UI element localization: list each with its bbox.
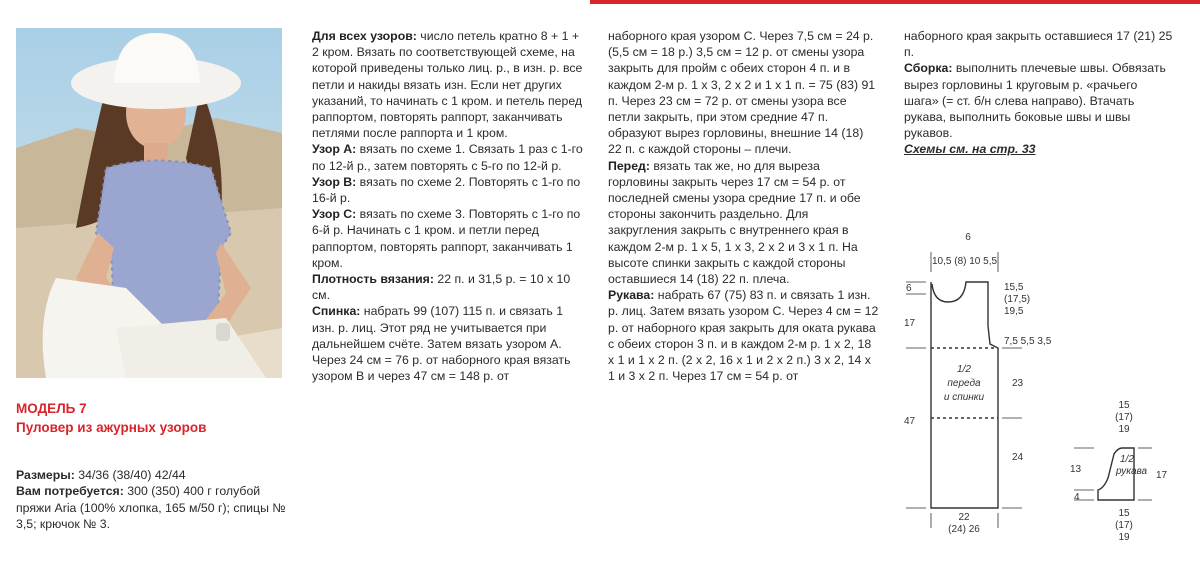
- front-label: Перед:: [608, 158, 650, 173]
- dim-17: 17: [904, 318, 916, 329]
- pattern-a-paragraph: [312, 141, 584, 173]
- pattern-b-paragraph: [312, 174, 584, 206]
- sleeve-bottom-1: 15: [1118, 508, 1130, 519]
- dim-width-22: 22: [958, 512, 970, 523]
- front-paragraph: [608, 158, 880, 288]
- pattern-b-label: Узор В:: [312, 174, 357, 189]
- sleeves-label: Рукава:: [608, 288, 655, 303]
- back-continued-text: наборного края узором С. Через 7,5 см = 24 р. (5,5 см = 18 р.) 3,5 см = 12 р. от смены узора закрыть для пройм с обеих сторон 4 п. и в каждом 2-м р. 1 х 3, 2 х 2 и 1 х 1 п. = 75 (83) 91 п. Через 23 см = 72 р. от смены узора все петли закрыть, при этом средние 47 п. образуют вырез горловины, внешние 14 (18) 22 п. с каждой стороны – плечи.: [608, 29, 876, 157]
- dim-23: 23: [1012, 378, 1024, 389]
- sleeve-dim-13: 13: [1070, 464, 1082, 475]
- sleeves-text: набрать 67 (75) 83 п. и связать 1 изн. р. лиц. Затем вязать узором С. Через 4 см = 12 р. от наборного края закрыть для оката рукава с обеих сторон 3 п. и в каждом 2-м р. 1 х 2, 18 х 1 и 1 х 2 п. (2 х 2, 16 х 1 и 2 х 2 п.) 3 х 2, 14 х 1 и 3 х 2 п. Через 17 см = 54 р. от: [608, 288, 879, 384]
- model-photo-illustration: [16, 28, 282, 378]
- dim-width-sizes: (24) 26: [948, 524, 980, 535]
- sleeves-continued-text: наборного края закрыть оставшиеся 17 (21) 25 п.: [904, 29, 1173, 60]
- pattern-schematic: [898, 228, 1188, 548]
- pattern-b-text: вязать по схеме 2. Повторять с 1-го по 16-й р.: [312, 174, 581, 206]
- model-title: МОДЕЛЬ 7: [16, 401, 87, 416]
- back-continued-paragraph: [608, 28, 880, 158]
- pattern-a-label: Узор А:: [312, 142, 357, 157]
- pattern-c-text: вязать по схеме 3. Повторять с 1-го по 6-й р. Начинать с 1 кром. и петли перед раппортом, повторять раппорт, заканчивать 1 кром.: [312, 207, 581, 270]
- sizes-line: [16, 467, 296, 483]
- sleeves-continued-paragraph: [904, 28, 1174, 60]
- density-label: Плотность вязания:: [312, 272, 434, 287]
- dim-24: 24: [1012, 452, 1024, 463]
- dim-armhole: 7,5 5,5 3,5: [1004, 336, 1052, 347]
- all-patterns-label: Для всех узоров:: [312, 29, 417, 43]
- all-patterns-text: число петель кратно 8 + 1 + 2 кром. Вязать по соответствующей схеме, на которой приведены только лиц. р., в изн. р. все петли и накиды вязать изн. Если нет других указаний, то начинать с 1 кром. и петель перед раппортом, повторять раппорт, заканчивать петлями после раппорта и 1 кром.: [312, 29, 583, 141]
- sleeve-dim-17: 17: [1156, 470, 1168, 481]
- schemes-reference-link[interactable]: Схемы см. на стр. 33: [904, 142, 1036, 157]
- materials-line: [16, 483, 296, 532]
- dim-top-a: 6: [965, 232, 971, 243]
- dim-neck: 6: [906, 283, 912, 294]
- model-subtitle: Пуловер из ажурных узоров: [16, 420, 207, 435]
- text-column-2: [608, 28, 880, 384]
- dim-47: 47: [904, 416, 916, 427]
- assembly-label: Сборка:: [904, 61, 953, 76]
- pattern-c-label: Узор С:: [312, 207, 357, 222]
- sizes-label: Размеры:: [16, 468, 75, 482]
- schemes-reference: [904, 141, 1174, 157]
- sleeve-top-2: (17): [1115, 412, 1133, 423]
- dim-shoulder-2: (17,5): [1004, 294, 1031, 305]
- sizes-block: [16, 467, 296, 533]
- sizes-value: 34/36 (38/40) 42/44: [74, 468, 186, 482]
- back-text: набрать 99 (107) 115 п. и связать 1 изн. р. лиц. Этот ряд не учитывается при дальнейшем счёте. Затем вязать узором А. Через 24 см = 76 р. от наборного края вязать узором В и через 47 см = 148 р. от: [312, 304, 571, 384]
- back-label: Спинка:: [312, 304, 361, 319]
- density-paragraph: [312, 271, 584, 303]
- piece-label-1: 1/2: [957, 364, 971, 375]
- sleeves-paragraph: [608, 287, 880, 384]
- sleeve-top-3: 19: [1118, 424, 1130, 435]
- sleeve-label-1: 1/2: [1120, 454, 1134, 465]
- all-patterns-paragraph: [312, 28, 584, 141]
- piece-label-2: переда: [947, 378, 981, 389]
- sleeve-bottom-2: (17): [1115, 520, 1133, 531]
- materials-value: 300 (350) 400 г голубой пряжи Aria (100% хлопка, 165 м/50 г); спицы № 3,5; крючок № 3.: [16, 484, 286, 532]
- text-column-3: [904, 28, 1174, 158]
- back-paragraph: [312, 303, 584, 384]
- pattern-c-paragraph: [312, 206, 584, 271]
- text-column-1: [312, 28, 584, 384]
- piece-label-3: и спинки: [943, 392, 985, 403]
- dim-top-b: 10,5 (8) 10 5,5: [932, 256, 998, 267]
- top-red-rule: [590, 0, 1200, 4]
- sleeve-bottom-3: 19: [1118, 532, 1130, 543]
- materials-label: Вам потребуется:: [16, 484, 124, 499]
- sleeve-top-1: 15: [1118, 400, 1130, 411]
- assembly-paragraph: [904, 60, 1174, 141]
- assembly-text: выполнить плечевые швы. Обвязать вырез горловины 1 круговым р. «рачьего шага» (= ст. б/н слева направо). Втачать рукава, выполнить боковые швы и швы рукавов.: [904, 61, 1166, 141]
- density-text: 22 п. и 31,5 р. = 10 х 10 см.: [312, 272, 571, 303]
- model-photo: [16, 28, 282, 378]
- dim-shoulder-3: 19,5: [1004, 306, 1024, 317]
- sleeve-dim-4: 4: [1074, 492, 1080, 503]
- front-text: вязать так же, но для выреза горловины закрыть через 17 см = 54 р. от последней смены узора средние 17 п. и обе стороны закончить раздельно. Для закругления закрыть с внутреннего края в каждом 2-м р. 1 х 5, 1 х 3, 2 х 2 и 3 х 1 п. На высоте спинки закрыть с каждой стороны оставшиеся 14 (18) 22 п. плеча.: [608, 158, 861, 287]
- dim-shoulder-1: 15,5: [1004, 282, 1024, 293]
- sleeve-label-2: рукава: [1116, 466, 1148, 477]
- pattern-a-text: вязать по схеме 1. Связать 1 раз с 1-го по 12-й р., затем повторять с 5-го по 12-й р.: [312, 142, 583, 173]
